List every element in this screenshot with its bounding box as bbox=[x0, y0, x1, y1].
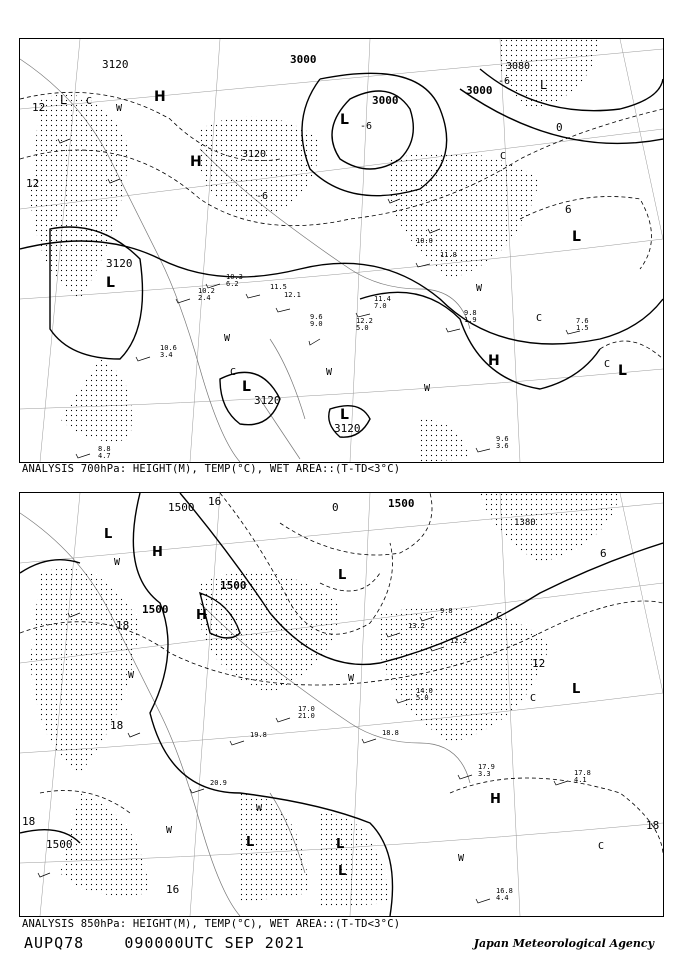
station-value: 1.5 bbox=[576, 324, 589, 332]
center-low: L bbox=[340, 112, 349, 128]
center-low: L bbox=[60, 93, 67, 107]
warm-marker: W bbox=[224, 333, 231, 344]
chart-850hpa bbox=[19, 492, 664, 917]
center-low: L bbox=[618, 363, 627, 379]
temp-label: 6 bbox=[600, 547, 607, 560]
cold-marker: C bbox=[598, 841, 605, 852]
valid-time: 090000UTC SEP 2021 bbox=[124, 934, 305, 952]
center-high: H bbox=[488, 353, 500, 369]
station-value: 9.6 bbox=[310, 313, 323, 321]
cold-marker: C bbox=[604, 359, 611, 370]
contour-label: 3000 bbox=[466, 84, 493, 97]
center-low: L bbox=[340, 407, 349, 423]
station-value: 7.6 bbox=[576, 317, 589, 325]
product-id: AUPQ78 bbox=[24, 934, 85, 952]
station-value: 4.4 bbox=[496, 894, 509, 902]
warm-cold-markers bbox=[114, 557, 604, 864]
warm-marker: W bbox=[116, 103, 123, 114]
station-value: 8.8 bbox=[98, 445, 111, 453]
center-low: L bbox=[104, 527, 113, 542]
center-low: L bbox=[572, 229, 581, 245]
temp-label: 16 bbox=[208, 495, 222, 508]
center-high: H bbox=[196, 608, 207, 623]
center-high: H bbox=[490, 792, 501, 807]
station-value: 16.8 bbox=[496, 887, 513, 895]
temp-label: 18 bbox=[646, 819, 660, 832]
temp-label: 6 bbox=[565, 203, 572, 216]
warm-marker: W bbox=[458, 853, 465, 864]
station-value: 17.0 bbox=[298, 705, 315, 713]
center-low: L bbox=[336, 837, 345, 852]
contour-label: 3120 bbox=[242, 149, 267, 160]
caption-850hpa: ANALYSIS 850hPa: HEIGHT(M), TEMP(°C), WET AREA::(T-TD<3°C) bbox=[22, 918, 401, 930]
station-value: 2.4 bbox=[198, 294, 211, 302]
temp-label: 18 bbox=[22, 815, 36, 828]
station-value: 3.3 bbox=[478, 770, 491, 778]
cold-marker: C bbox=[500, 151, 507, 162]
temp-label: 18 bbox=[110, 719, 124, 732]
station-value: 9.8 bbox=[440, 607, 453, 615]
contour-label: 1500 bbox=[220, 579, 247, 592]
station-value: 17.9 bbox=[478, 763, 495, 771]
center-high: H bbox=[152, 545, 163, 560]
temp-label: 0 bbox=[556, 121, 563, 134]
center-high: H bbox=[190, 154, 202, 170]
station-value: 9.8 bbox=[464, 309, 477, 317]
station-value: 10.6 bbox=[160, 344, 177, 352]
station-value: 10.0 bbox=[416, 237, 433, 245]
station-value: 14.0 bbox=[416, 687, 433, 695]
station-value: 4.7 bbox=[98, 452, 111, 460]
temp-label: 12 bbox=[26, 177, 40, 190]
station-value: 4.1 bbox=[574, 776, 587, 784]
station-value: 11.4 bbox=[374, 295, 391, 303]
center-low: L bbox=[242, 379, 251, 395]
station-value: 10.2 bbox=[198, 287, 215, 295]
contour-label: 3000 bbox=[290, 53, 317, 66]
temp-label: 0 bbox=[332, 501, 339, 514]
station-value: 9.6 bbox=[496, 435, 509, 443]
contour-label: 3080 bbox=[506, 61, 531, 72]
station-value: 9.0 bbox=[310, 320, 323, 328]
contour-label: 1380 bbox=[514, 518, 536, 528]
warm-marker: W bbox=[166, 825, 173, 836]
contour-label: 3120 bbox=[334, 422, 361, 435]
contour-label: 1500 bbox=[168, 501, 195, 514]
contour-label: 1500 bbox=[142, 603, 169, 616]
station-value: 17.8 bbox=[574, 769, 591, 777]
temp-label: -6 bbox=[256, 191, 269, 202]
map-700hpa bbox=[20, 39, 663, 462]
station-value: 12.2 bbox=[356, 317, 373, 325]
center-low: L bbox=[338, 864, 347, 879]
contour-label: 3120 bbox=[106, 257, 133, 270]
warm-marker: W bbox=[256, 803, 263, 814]
temp-label: 12 bbox=[532, 657, 546, 670]
station-value: 11.5 bbox=[270, 283, 287, 291]
center-low: L bbox=[246, 835, 255, 850]
temp-label: 16 bbox=[166, 883, 180, 896]
temp-label: 12 bbox=[32, 101, 46, 114]
map-850hpa bbox=[20, 493, 663, 916]
station-value: 10.3 bbox=[226, 273, 243, 281]
center-low: L bbox=[338, 568, 347, 583]
chart-700hpa bbox=[19, 38, 664, 463]
cold-marker: C bbox=[530, 693, 537, 704]
station-value: 7.0 bbox=[374, 302, 387, 310]
center-low: L bbox=[540, 78, 547, 92]
contour-label: 3120 bbox=[102, 58, 129, 71]
station-value: 5.0 bbox=[356, 324, 369, 332]
contour-label: 3120 bbox=[254, 394, 281, 407]
warm-marker: W bbox=[114, 557, 121, 568]
contour-label: 1500 bbox=[46, 838, 73, 851]
agency-credit: Japan Meteorological Agency bbox=[473, 937, 654, 950]
cold-marker: C bbox=[230, 367, 237, 378]
station-value: 13.2 bbox=[408, 622, 425, 630]
warm-marker: W bbox=[424, 383, 431, 394]
station-value: 12.1 bbox=[284, 291, 301, 299]
center-low: L bbox=[572, 682, 581, 697]
center-low: L bbox=[106, 275, 115, 291]
station-value: 12.2 bbox=[450, 637, 467, 645]
station-value: 18.8 bbox=[382, 729, 399, 737]
caption-700hpa: ANALYSIS 700hPa: HEIGHT(M), TEMP(°C), WET AREA::(T-TD<3°C) bbox=[22, 463, 401, 475]
station-value: 21.0 bbox=[298, 712, 315, 720]
station-value: 3.6 bbox=[496, 442, 509, 450]
station-value: 11.8 bbox=[440, 251, 457, 259]
product-code bbox=[24, 934, 305, 952]
warm-marker: W bbox=[348, 673, 355, 684]
temp-label: -6 bbox=[360, 121, 373, 132]
contour-label: 3000 bbox=[372, 94, 399, 107]
cold-marker: C bbox=[86, 96, 93, 107]
warm-marker: W bbox=[128, 670, 135, 681]
station-value: 1.9 bbox=[464, 316, 477, 324]
cold-marker: C bbox=[496, 611, 503, 622]
warm-marker: W bbox=[326, 367, 333, 378]
temp-label: -6 bbox=[498, 76, 511, 87]
station-value: 6.2 bbox=[226, 280, 239, 288]
contour-label: 1500 bbox=[388, 497, 415, 510]
station-value: 20.9 bbox=[210, 779, 227, 787]
warm-marker: W bbox=[476, 283, 483, 294]
cold-marker: C bbox=[536, 313, 543, 324]
center-high: H bbox=[154, 89, 166, 105]
station-value: 5.0 bbox=[416, 694, 429, 702]
temp-label: 18 bbox=[116, 619, 130, 632]
station-value: 3.4 bbox=[160, 351, 173, 359]
station-value: 19.8 bbox=[250, 731, 267, 739]
